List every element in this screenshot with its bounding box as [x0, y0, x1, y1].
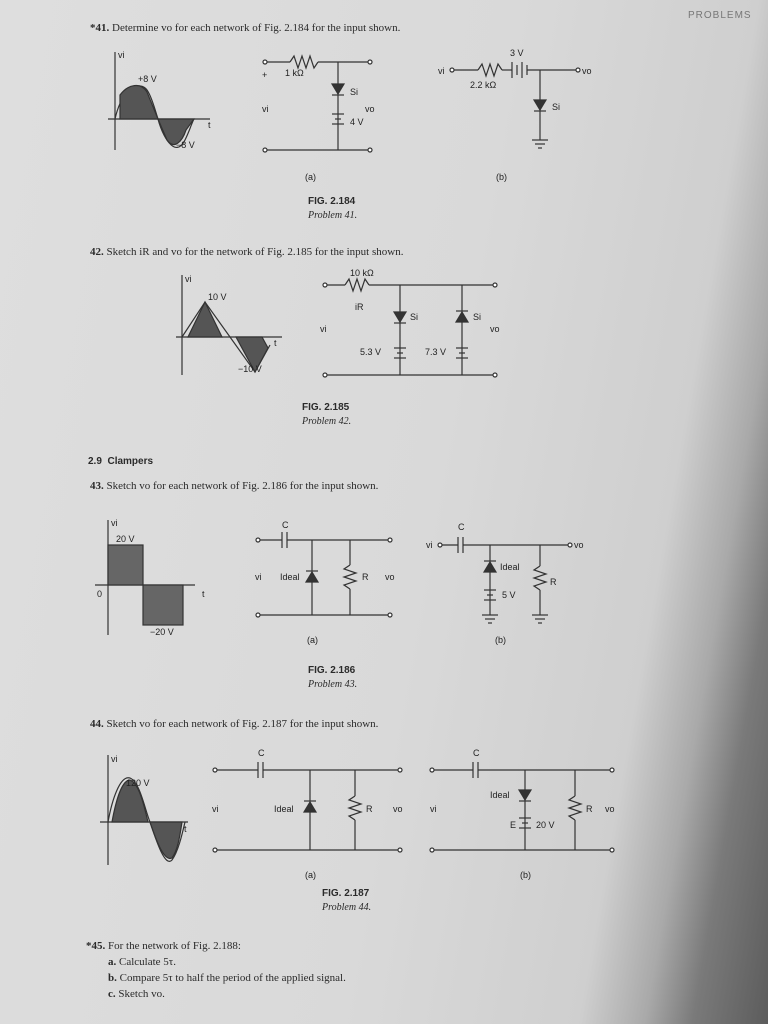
problem-number: 43.	[90, 480, 104, 492]
adjacent-page-edge	[660, 0, 768, 1024]
pos-peak-187: 120 V	[126, 778, 150, 788]
fig-184-caption: Problem 41.	[308, 210, 358, 221]
neg-peak-label: −8 V	[176, 140, 195, 150]
label-a-187: (a)	[305, 870, 316, 880]
problem-number: *41.	[90, 22, 110, 34]
vo-label-186a: vo	[385, 572, 395, 582]
battery-3v-label: 3 V	[510, 48, 524, 58]
problem-text: Sketch vo for each network of Fig. 2.187 for the input shown.	[106, 718, 379, 730]
battery-20v-label: 20 V	[536, 820, 555, 830]
si-label-185a: Si	[410, 312, 419, 322]
fig-185-input-waveform	[176, 275, 282, 375]
item-text: Compare 5τ to half the period of the applied signal.	[119, 972, 346, 984]
e-label: E	[510, 820, 517, 830]
cap-label-186a: C	[282, 520, 289, 530]
ir-label: iR	[355, 302, 364, 312]
si-label-185b: Si	[473, 312, 482, 322]
neg-peak-185: −10 V	[238, 364, 262, 374]
vo-label-b: vo	[582, 66, 592, 76]
vi-label-186b: vi	[426, 540, 433, 550]
item-label: b.	[108, 972, 117, 984]
si-label: Si	[350, 87, 359, 97]
problem-number: 44.	[90, 718, 104, 730]
t-axis-187: t	[184, 824, 187, 834]
section-number: 2.9	[88, 456, 102, 467]
problem-number: 42.	[90, 246, 104, 258]
header-tag: PROBLEMS	[688, 10, 752, 21]
t-axis-label: t	[208, 120, 211, 130]
fig-187-caption: Problem 44.	[322, 902, 372, 913]
vo-label-187b: vo	[605, 804, 615, 814]
vi-axis-label-185: vi	[185, 274, 192, 284]
section-heading	[88, 456, 153, 467]
problem-45-item-a	[108, 956, 176, 968]
zero-label: 0	[97, 589, 103, 599]
pos-level-186: 20 V	[116, 534, 135, 544]
item-text: Sketch vo.	[118, 988, 165, 1000]
battery-5v3-label: 5.3 V	[360, 347, 382, 357]
battery-5v-label: 5 V	[502, 590, 516, 600]
vi-label-187a: vi	[212, 804, 219, 814]
section-title: Clampers	[107, 456, 154, 467]
vi-label: vi	[262, 104, 269, 114]
problem-text: Sketch vo for each network of Fig. 2.186 for the input shown.	[106, 480, 379, 492]
problem-text: Determine vo for each network of Fig. 2.184 for the input shown.	[112, 22, 401, 34]
vi-axis-label-187: vi	[111, 754, 118, 764]
problem-text: For the network of Fig. 2.188:	[108, 940, 241, 952]
t-axis-185: t	[274, 338, 277, 348]
fig-185-caption: Problem 42.	[302, 416, 352, 427]
fig-184b-circuit	[450, 62, 580, 148]
resistor-1k-label: 1 kΩ	[285, 68, 304, 78]
r-label-186b: R	[550, 577, 557, 587]
problem-45-item-c	[108, 988, 165, 1000]
vi-label-185: vi	[320, 324, 327, 334]
vi-label-187b: vi	[430, 804, 437, 814]
ideal-label-186b: Ideal	[500, 562, 520, 572]
plus-sign: +	[262, 70, 268, 80]
item-label: c.	[108, 988, 116, 1000]
fig-184a-circuit	[263, 56, 372, 152]
fig-184-title: FIG. 2.184	[308, 196, 356, 207]
label-b-187: (b)	[520, 870, 531, 880]
vo-label-185: vo	[490, 324, 500, 334]
label-b: (b)	[496, 172, 507, 182]
label-b-186: (b)	[495, 635, 506, 645]
problem-42	[90, 246, 403, 258]
problem-44	[90, 718, 378, 730]
vi-label-186a: vi	[255, 572, 262, 582]
battery-7v3-label: 7.3 V	[425, 347, 447, 357]
problem-45	[86, 940, 241, 952]
problem-45-item-b	[108, 972, 346, 984]
fig-186-caption: Problem 43.	[308, 679, 358, 690]
problem-43	[90, 480, 378, 492]
fig-185-circuit	[323, 279, 497, 377]
battery-4v-label: 4 V	[350, 117, 364, 127]
si-label-b: Si	[552, 102, 561, 112]
neg-level-186: −20 V	[150, 627, 174, 637]
pos-peak-label: +8 V	[138, 74, 157, 84]
problem-number: *45.	[86, 940, 106, 952]
fig-187-input-waveform	[100, 755, 188, 865]
fig-184-input-waveform	[108, 52, 210, 150]
r-label-187b: R	[586, 804, 593, 814]
fig-186-input-waveform	[95, 520, 195, 635]
cap-label-187b: C	[473, 748, 480, 758]
vo-label-187a: vo	[393, 804, 403, 814]
r-label-186a: R	[362, 572, 369, 582]
vo-label-186b: vo	[574, 540, 584, 550]
label-a: (a)	[305, 172, 316, 182]
vi-label-b: vi	[438, 66, 445, 76]
vo-label: vo	[365, 104, 375, 114]
fig-185-title: FIG. 2.185	[302, 402, 350, 413]
ideal-label-186a: Ideal	[280, 572, 300, 582]
t-axis-186: t	[202, 589, 205, 599]
vi-axis-label: vi	[118, 50, 125, 60]
resistor-10k-label: 10 kΩ	[350, 268, 374, 278]
ideal-label-187b: Ideal	[490, 790, 510, 800]
fig-186-title: FIG. 2.186	[308, 665, 356, 676]
fig-187-title: FIG. 2.187	[322, 888, 370, 899]
vi-axis-label-186: vi	[111, 518, 118, 528]
fig-187a-circuit	[213, 762, 402, 852]
r-label-187a: R	[366, 804, 373, 814]
item-text: Calculate 5τ.	[119, 956, 176, 968]
problem-text: Sketch iR and vo for the network of Fig. 2.185 for the input shown.	[106, 246, 404, 258]
label-a-186: (a)	[307, 635, 318, 645]
resistor-2k2-label: 2.2 kΩ	[470, 80, 497, 90]
pos-peak-185: 10 V	[208, 292, 227, 302]
cap-label-187a: C	[258, 748, 265, 758]
fig-186a-circuit	[256, 532, 392, 617]
item-label: a.	[108, 956, 117, 968]
ideal-label-187a: Ideal	[274, 804, 294, 814]
cap-label-186b: C	[458, 522, 465, 532]
